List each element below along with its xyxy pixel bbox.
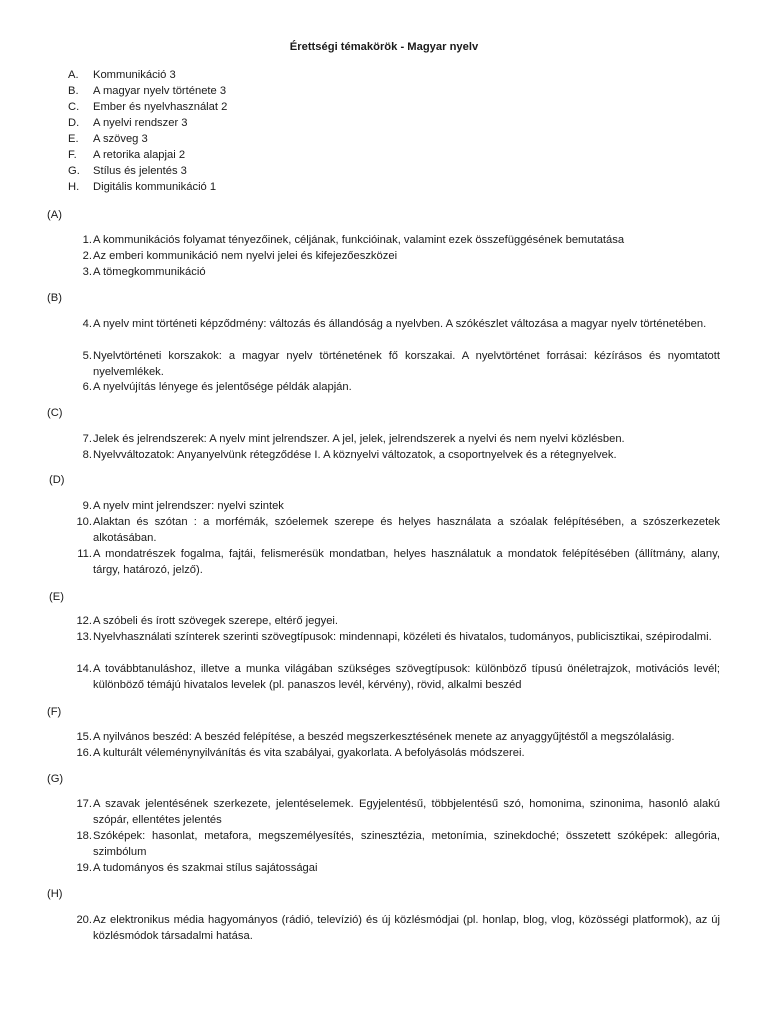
- item-number: 12.: [76, 615, 92, 627]
- topic-letter: B.: [68, 85, 79, 97]
- list-item: [68, 432, 720, 448]
- list-item: [68, 730, 720, 746]
- item-text: A tömegkommunikáció: [93, 266, 206, 278]
- item-text: A mondatrészek fogalma, fajtái, felismerésük mondatban, helyes használatuk a mondatok felépítésében (állítmány, alany, tárgy, határozó, jelző).: [93, 548, 720, 576]
- item-number: 17.: [76, 798, 92, 810]
- section-label-c: (C): [47, 407, 63, 419]
- list-item: [68, 499, 720, 515]
- section-label-b: (B): [47, 292, 62, 304]
- section-label-e: (E): [49, 591, 64, 603]
- item-number: 10.: [76, 516, 92, 528]
- item-number: 5.: [82, 350, 92, 362]
- item-number: 1.: [82, 234, 92, 246]
- item-number: 14.: [76, 663, 92, 675]
- topic-letter: F.: [68, 149, 77, 161]
- topic-text: A retorika alapjai 2: [93, 149, 186, 161]
- item-text: Az emberi kommunikáció nem nyelvi jelei és kifejezőeszközei: [93, 250, 398, 262]
- topic-letter: E.: [68, 133, 79, 145]
- item-text: Nyelvhasználati színterek szerinti szövegtípusok: mindennapi, közéleti és hivatalos, tudományos, publicisztikai, szépirodalmi.: [93, 631, 712, 643]
- section-label-h: (H): [47, 888, 63, 900]
- item-text: Alaktan és szótan : a morfémák, szóelemek szerepe és helyes használata a szóalak felépítésében, a szószerkezetek alkotásában.: [93, 516, 720, 544]
- list-item: [68, 614, 720, 630]
- topic-text: Ember és nyelvhasználat 2: [93, 101, 228, 113]
- item-number: 4.: [82, 318, 92, 330]
- topic-summary-item: [68, 68, 708, 84]
- item-text: A nyelvújítás lényege és jelentősége példák alapján.: [93, 381, 352, 393]
- item-number: 13.: [76, 631, 92, 643]
- list-item: [68, 746, 720, 762]
- list-item: [68, 515, 720, 546]
- topic-summary-list: [68, 68, 708, 196]
- item-number: 9.: [82, 500, 92, 512]
- list-item: [68, 662, 720, 693]
- list-item: [68, 547, 720, 578]
- list-item: [68, 797, 720, 828]
- list-item: [68, 861, 720, 877]
- topic-summary-item: [68, 132, 708, 148]
- item-text: A nyelv mint jelrendszer: nyelvi szintek: [93, 500, 284, 512]
- topic-text: A szöveg 3: [93, 133, 148, 145]
- item-text: A továbbtanuláshoz, illetve a munka világában szükséges szövegtípusok: különböző típusú önéletrajzok, motivációs levél; különböző témájú hivatalos levelek (pl. panaszos levél, kérvény), rövid, alkalmi beszéd: [93, 663, 720, 691]
- topic-text: A magyar nyelv története 3: [93, 85, 227, 97]
- item-number: 11.: [77, 548, 92, 560]
- list-item: [68, 630, 720, 646]
- document-title: Érettségi témakörök - Magyar nyelv: [289, 41, 479, 53]
- topic-text: Kommunikáció 3: [93, 69, 176, 81]
- item-number: 2.: [82, 250, 92, 262]
- topic-letter: H.: [68, 181, 80, 193]
- section-label-f: (F): [47, 706, 62, 718]
- item-number: 8.: [82, 449, 92, 461]
- list-item: [68, 249, 720, 265]
- topic-text: A nyelvi rendszer 3: [93, 117, 188, 129]
- topic-text: Digitális kommunikáció 1: [93, 181, 217, 193]
- item-text: Szóképek: hasonlat, metafora, megszemélyesítés, szinesztézia, metonímia, szinekdoché; összetett szóképek: allegória, szimbólum: [93, 830, 720, 858]
- item-number: 19.: [76, 862, 92, 874]
- list-item: [68, 829, 720, 860]
- item-number: 7.: [82, 433, 92, 445]
- item-text: Az elektronikus média hagyományos (rádió, televízió) és új közlésmódjai (pl. honlap, blog, vlog, közösségi platformok), az új közlésmódok társadalmi hatása.: [93, 914, 720, 942]
- item-text: A kommunikációs folyamat tényezőinek, céljának, funkcióinak, valamint ezek összefüggésének bemutatása: [93, 234, 625, 246]
- list-item: [68, 233, 720, 249]
- item-number: 6.: [82, 381, 92, 393]
- item-number: 16.: [76, 747, 92, 759]
- item-text: A szavak jelentésének szerkezete, jelentéselemek. Egyjelentésű, többjelentésű szó, homonima, szinonima, hasonló alakú szópár, ellentétes jelentés: [93, 798, 720, 826]
- topic-summary-item: [68, 164, 708, 180]
- topic-summary-item: [68, 180, 708, 196]
- section-label-g: (G): [47, 773, 64, 785]
- topic-letter: C.: [68, 101, 80, 113]
- item-number: 18.: [76, 830, 92, 842]
- item-text: Nyelvváltozatok: Anyanyelvünk rétegződése I. A köznyelvi változatok, a csoportnyelvek és a rétegnyelvek.: [93, 449, 617, 461]
- list-item: [68, 349, 720, 380]
- topic-letter: G.: [68, 165, 80, 177]
- list-item: [68, 317, 720, 333]
- topic-letter: D.: [68, 117, 80, 129]
- section-label-a: (A): [47, 209, 62, 221]
- item-number: 3.: [82, 266, 92, 278]
- topic-summary-item: [68, 100, 708, 116]
- item-number: 15.: [76, 731, 92, 743]
- list-item: [68, 265, 720, 281]
- item-text: Jelek és jelrendszerek: A nyelv mint jelrendszer. A jel, jelek, jelrendszerek a nyelvi és nem nyelvi közlésben.: [93, 433, 625, 445]
- list-item: [68, 380, 720, 396]
- topic-letter: A.: [68, 69, 79, 81]
- topic-summary-item: [68, 116, 708, 132]
- topic-summary-item: [68, 84, 708, 100]
- item-text: A nyilvános beszéd: A beszéd felépítése, a beszéd megszerkesztésének menete az anyaggyűjtéstől a megszólalásig.: [93, 731, 675, 743]
- list-item: [68, 913, 720, 944]
- list-item: [68, 448, 720, 464]
- item-text: A szóbeli és írott szövegek szerepe, eltérő jegyei.: [93, 615, 339, 627]
- item-number: 20.: [76, 914, 92, 926]
- topic-text: Stílus és jelentés 3: [93, 165, 187, 177]
- topic-summary-item: [68, 148, 708, 164]
- item-text: A kulturált véleménynyilvánítás és vita szabályai, gyakorlata. A befolyásolás módszerei.: [93, 747, 525, 759]
- section-label-d: (D): [49, 474, 65, 486]
- item-text: A nyelv mint történeti képződmény: változás és állandóság a nyelvben. A szókészlet változása a magyar nyelv történetében.: [93, 318, 707, 330]
- item-text: A tudományos és szakmai stílus sajátosságai: [93, 862, 318, 874]
- item-text: Nyelvtörténeti korszakok: a magyar nyelv történetének fő korszakai. A nyelvtörténet forrásai: kézírásos és nyomtatott nyelvemlékek.: [93, 350, 720, 378]
